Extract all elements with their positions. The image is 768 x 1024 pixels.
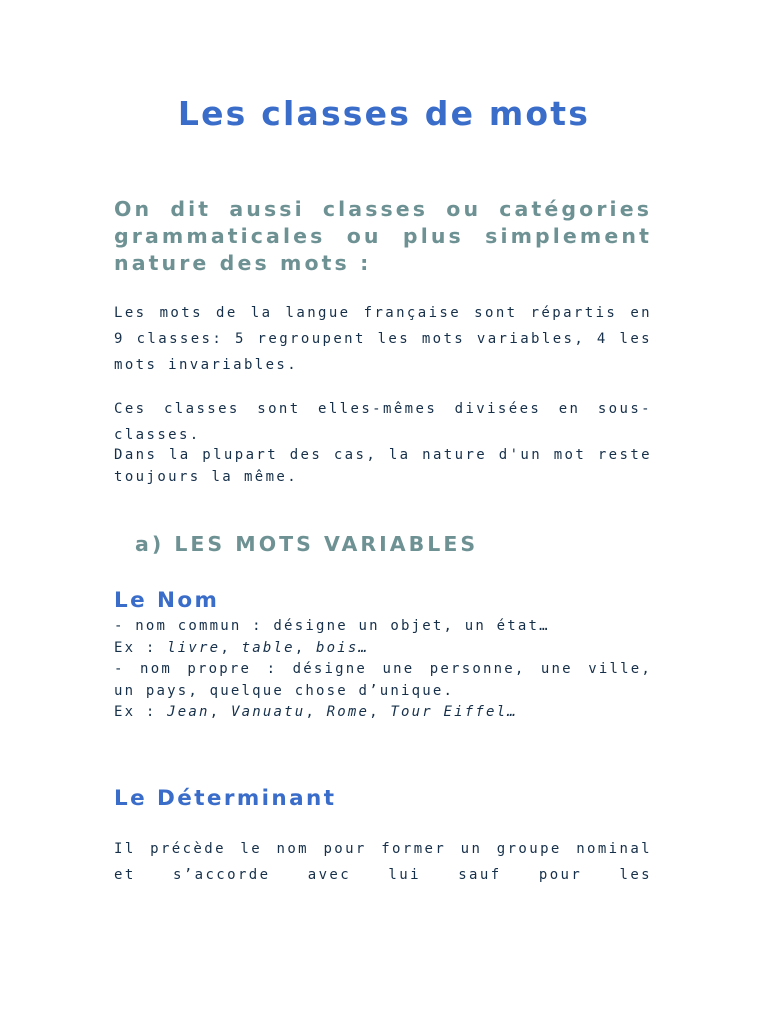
heading-le-determinant: Le Déterminant [114, 786, 337, 811]
example-word: Jean [167, 704, 210, 720]
separator: , [220, 639, 242, 656]
example-word: bois… [316, 639, 370, 656]
example-word: Vanuatu [230, 704, 306, 720]
nom-propre-line: - nom propre : désigne une personne, une ville, [114, 661, 652, 677]
section-heading-variable-words: a) LES MOTS VARIABLES [135, 532, 479, 556]
example-word: livre [167, 639, 221, 656]
example-word: Rome [326, 704, 370, 720]
paragraph-word-classes: Les mots de la langue française sont répartis en 9 classes: 5 regroupent les mots variables, 4 les mots invariables. [114, 305, 652, 373]
nom-propre-examples [114, 702, 652, 724]
separator: , [305, 704, 327, 720]
page-title: Les classes de mots [177, 94, 591, 133]
heading-le-nom: Le Nom [114, 588, 220, 613]
paragraph-nature: Dans la plupart des cas, la nature d'un mot reste toujours la même. [114, 447, 652, 485]
nom-propre-line-cont: un pays, quelque chose d’unique. [114, 682, 455, 699]
separator: , [209, 704, 231, 720]
paragraph-subclasses: Ces classes sont elles-mêmes divisées en sous-classes. [114, 401, 652, 443]
example-prefix: Ex : [114, 704, 168, 720]
example-prefix: Ex : [114, 639, 168, 656]
example-word: table [241, 639, 295, 656]
subtitle: On dit aussi classes ou catégories grammaticales ou plus simplement nature des mots : [114, 197, 652, 275]
example-word: Tour Eiffel… [390, 704, 518, 720]
paragraph-determinant: Il précède le nom pour former un groupe nominal et s’accorde avec lui sauf pour les [114, 841, 652, 883]
nom-definition-block [114, 616, 652, 724]
nom-commun-examples [114, 638, 652, 660]
separator: , [294, 639, 316, 656]
separator: , [369, 704, 391, 720]
nom-commun-line: - nom commun : désigne un objet, un état… [114, 618, 550, 634]
